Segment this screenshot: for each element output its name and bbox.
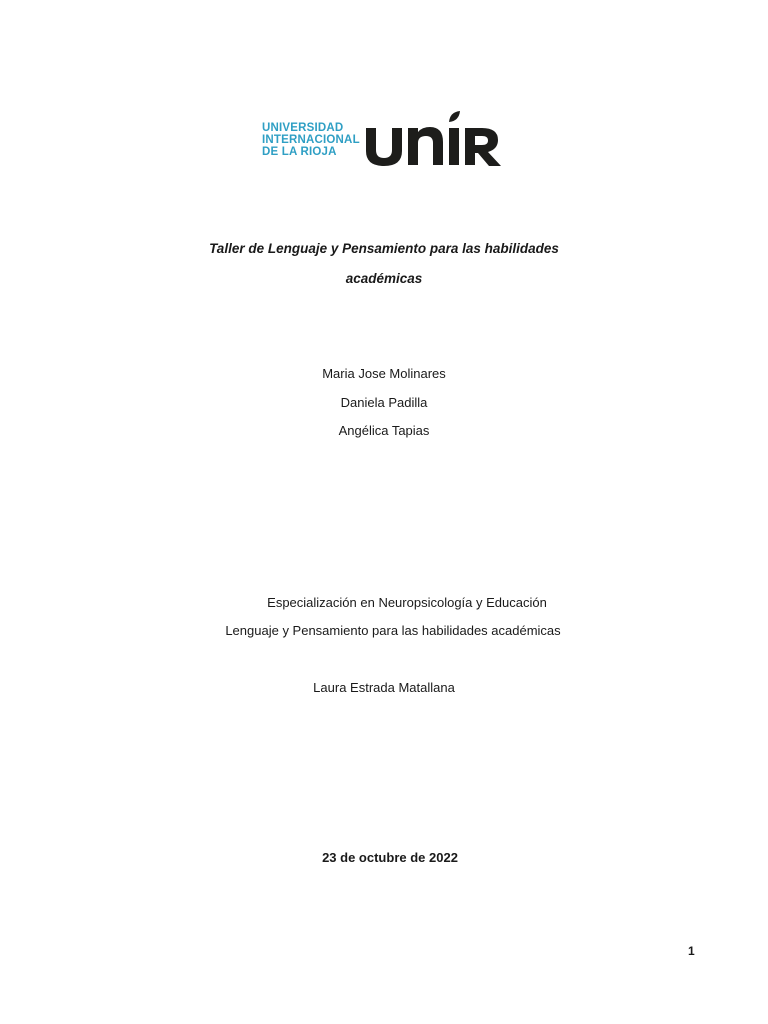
author-3: Angélica Tapias bbox=[338, 423, 430, 438]
logo-line-3: DE LA RIOJA bbox=[262, 146, 337, 158]
author-1: Maria Jose Molinares bbox=[322, 366, 446, 381]
logo-line-1: UNIVERSIDAD bbox=[262, 122, 344, 134]
document-title-line-2: académicas bbox=[345, 271, 423, 286]
teacher-name: Laura Estrada Matallana bbox=[313, 680, 455, 695]
author-2: Daniela Padilla bbox=[340, 395, 428, 410]
unir-wordmark-icon bbox=[362, 108, 504, 172]
program-name: Especialización en Neuropsicología y Educación bbox=[267, 595, 547, 610]
logo-line-2: INTERNACIONAL bbox=[262, 134, 360, 146]
document-date: 23 de octubre de 2022 bbox=[322, 850, 458, 865]
logo-institution-name bbox=[262, 122, 360, 158]
course-name: Lenguaje y Pensamiento para las habilidades académicas bbox=[225, 623, 561, 638]
document-title-line-1: Taller de Lenguaje y Pensamiento para las habilidades bbox=[209, 241, 559, 256]
unir-logo bbox=[262, 108, 507, 172]
page-number: 1 bbox=[688, 944, 695, 958]
